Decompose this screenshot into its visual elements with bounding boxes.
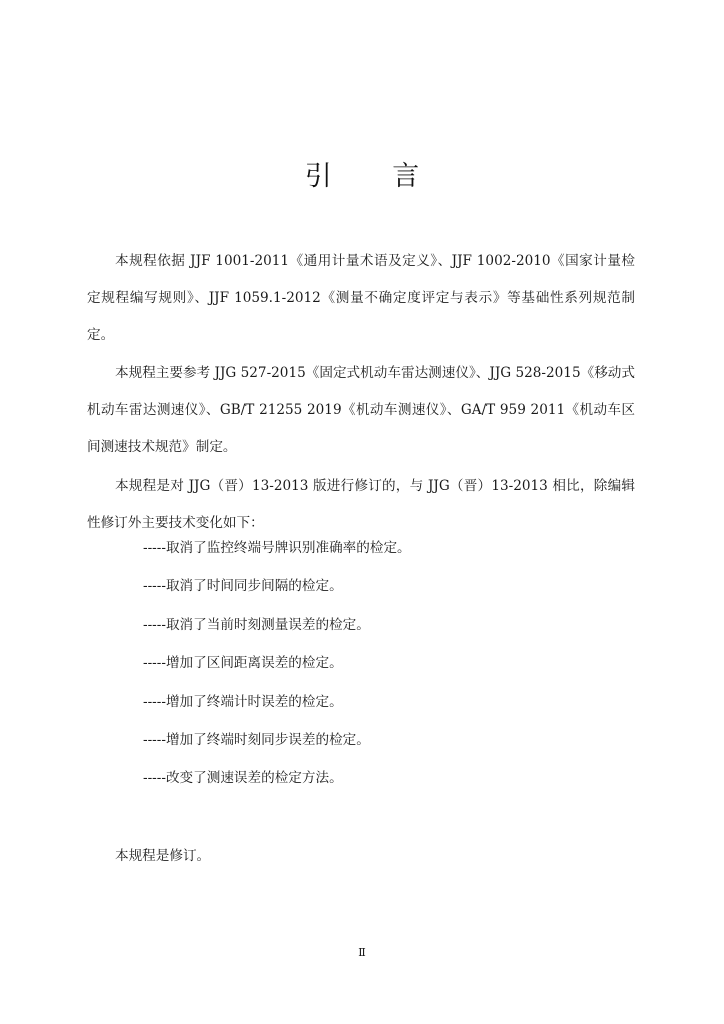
list-item: -----取消了监控终端号牌识别准确率的检定。 xyxy=(143,540,411,556)
list-item: -----增加了区间距离误差的检定。 xyxy=(143,655,343,672)
list-item: -----增加了终端计时误差的检定。 xyxy=(143,693,343,710)
changes-list xyxy=(143,529,411,798)
list-item: -----取消了当前时刻测量误差的检定。 xyxy=(143,616,370,633)
paragraph-revision: 本规程是对 JJG（晋）13-2013 版进行修订的，与 JJG（晋）13-2013 相比，除编辑性修订外主要技术变化如下： xyxy=(87,477,635,531)
revision-note: 本规程是修订。 xyxy=(115,848,211,864)
paragraph-basis: 本规程依据 JJF 1001-2011《通用计量术语及定义》、JJF 1002-2010《国家计量检定规程编写规则》、JJF 1059.1-2012《测量不确定度评定与表示》等基础性系列规范制定。 xyxy=(87,252,635,343)
page-title: 引 言 xyxy=(304,161,446,192)
list-item: -----改变了测速误差的检定方法。 xyxy=(143,770,343,787)
list-item: -----取消了时间同步间隔的检定。 xyxy=(143,578,343,595)
page-number: Ⅱ xyxy=(358,946,366,959)
list-item: -----增加了终端时刻同步误差的检定。 xyxy=(143,731,370,748)
paragraph-references: 本规程主要参考 JJG 527-2015《固定式机动车雷达测速仪》、JJG 528-2015《移动式机动车雷达测速仪》、GB/T 21255 2019《机动车测速仪》、GA/T 959 2011《机动车区间测速技术规范》制定。 xyxy=(87,364,635,455)
